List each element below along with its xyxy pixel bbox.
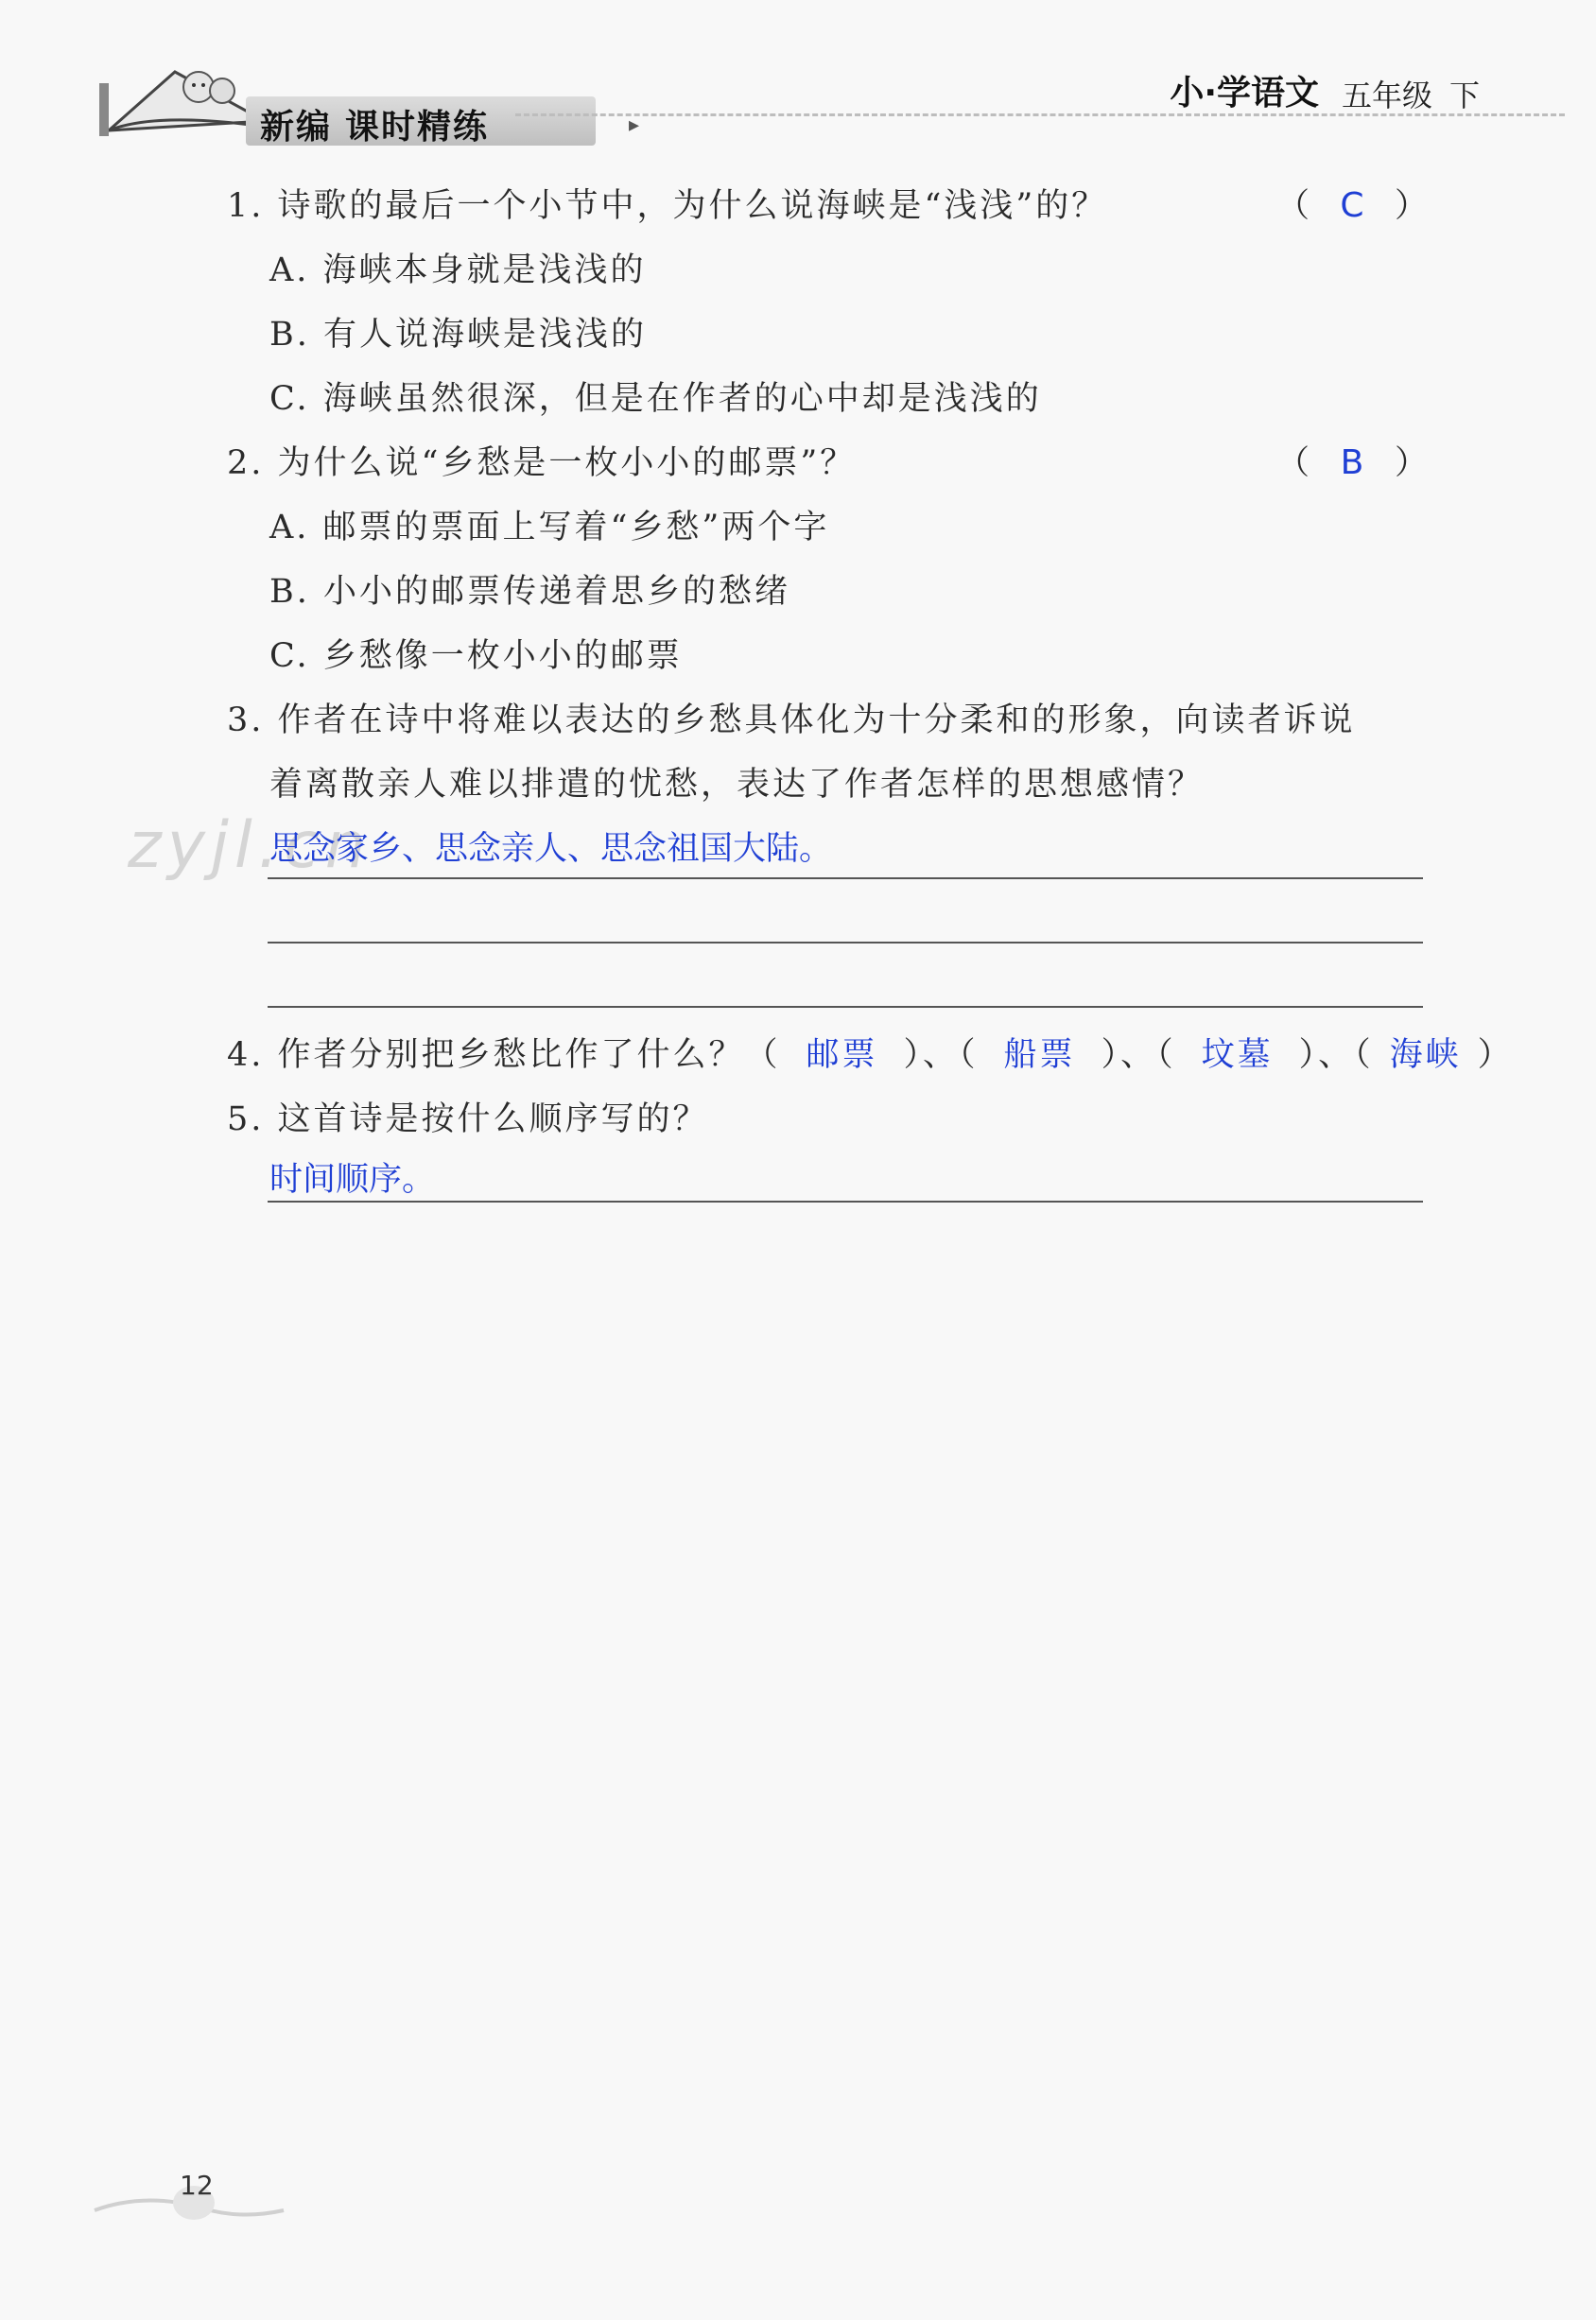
page-number: 12 [180, 2170, 214, 2201]
series-title-part2: 课时精练 [345, 108, 490, 147]
question-2-answer: B [1340, 443, 1364, 482]
header-divider [515, 113, 1565, 116]
question-1-stem: 1. 诗歌的最后一个小节中，为什么说海峡是“浅浅”的？ [227, 187, 1108, 225]
question-2-answer-box: （ B ） [1275, 443, 1428, 482]
series-title-part1: 新编 [260, 108, 333, 147]
question-1-option-a: A. 海峡本身就是浅浅的 [269, 251, 647, 289]
series-title [260, 100, 489, 148]
watermark: zyjl.cn [128, 808, 372, 883]
answer-line-1 [268, 877, 1423, 879]
question-2-option-a: A. 邮票的票面上写着“乡愁”两个字 [269, 509, 830, 546]
answer-line-4 [268, 1201, 1423, 1203]
question-2-option-c: C. 乡愁像一枚小小的邮票 [269, 637, 683, 675]
triangle-right-icon: ▸ [629, 113, 640, 137]
question-4-blank-3: 坟墓 [1201, 1036, 1274, 1074]
question-1-option-c: C. 海峡虽然很深，但是在作者的心中却是浅浅的 [269, 380, 1042, 418]
page-header [90, 26, 1565, 147]
grade-label [1342, 72, 1480, 115]
question-2-option-b: B. 小小的邮票传递着思乡的愁绪 [269, 573, 790, 611]
question-1-answer: C [1340, 186, 1364, 225]
question-1-answer-box: （ C ） [1275, 186, 1428, 225]
question-5-stem: 5. 这首诗是按什么顺序写的？ [227, 1100, 709, 1138]
answer-line-2 [268, 942, 1423, 944]
term-text: 下 [1449, 78, 1480, 113]
question-4-blank-1: 邮票 [806, 1036, 878, 1074]
question-2-stem: 2. 为什么说“乡愁是一枚小小的邮票”？ [227, 444, 857, 482]
question-1-option-b: B. 有人说海峡是浅浅的 [269, 316, 647, 354]
answer-line-3 [268, 1006, 1423, 1008]
question-3-stem-line1: 3. 作者在诗中将难以表达的乡愁具体化为十分柔和的形象，向读者诉说 [227, 701, 1356, 739]
question-3-stem-line2: 着离散亲人难以排遣的忧愁，表达了作者怎样的思想感情？ [269, 766, 1205, 804]
question-4-blank-4: 海峡 [1389, 1036, 1462, 1074]
grade-text: 五年级 [1341, 78, 1432, 113]
question-5-answer: 时间顺序。 [269, 1161, 436, 1199]
series-logo [99, 64, 640, 147]
question-4-stem: 4. 作者分别把乡愁比作了什么？ [227, 1036, 745, 1074]
question-4-blank-2: 船票 [1003, 1036, 1076, 1074]
question-4: 4. 作者分别把乡愁比作了什么？（ 邮票 ）、（ 船票 ）、（ 坟墓 ）、（ 海峡 ） [227, 1029, 1514, 1076]
subject-title: 小·学语文 [1170, 74, 1319, 113]
question-3-answer: 思念家乡、思念亲人、思念祖国大陆。 [269, 830, 833, 868]
